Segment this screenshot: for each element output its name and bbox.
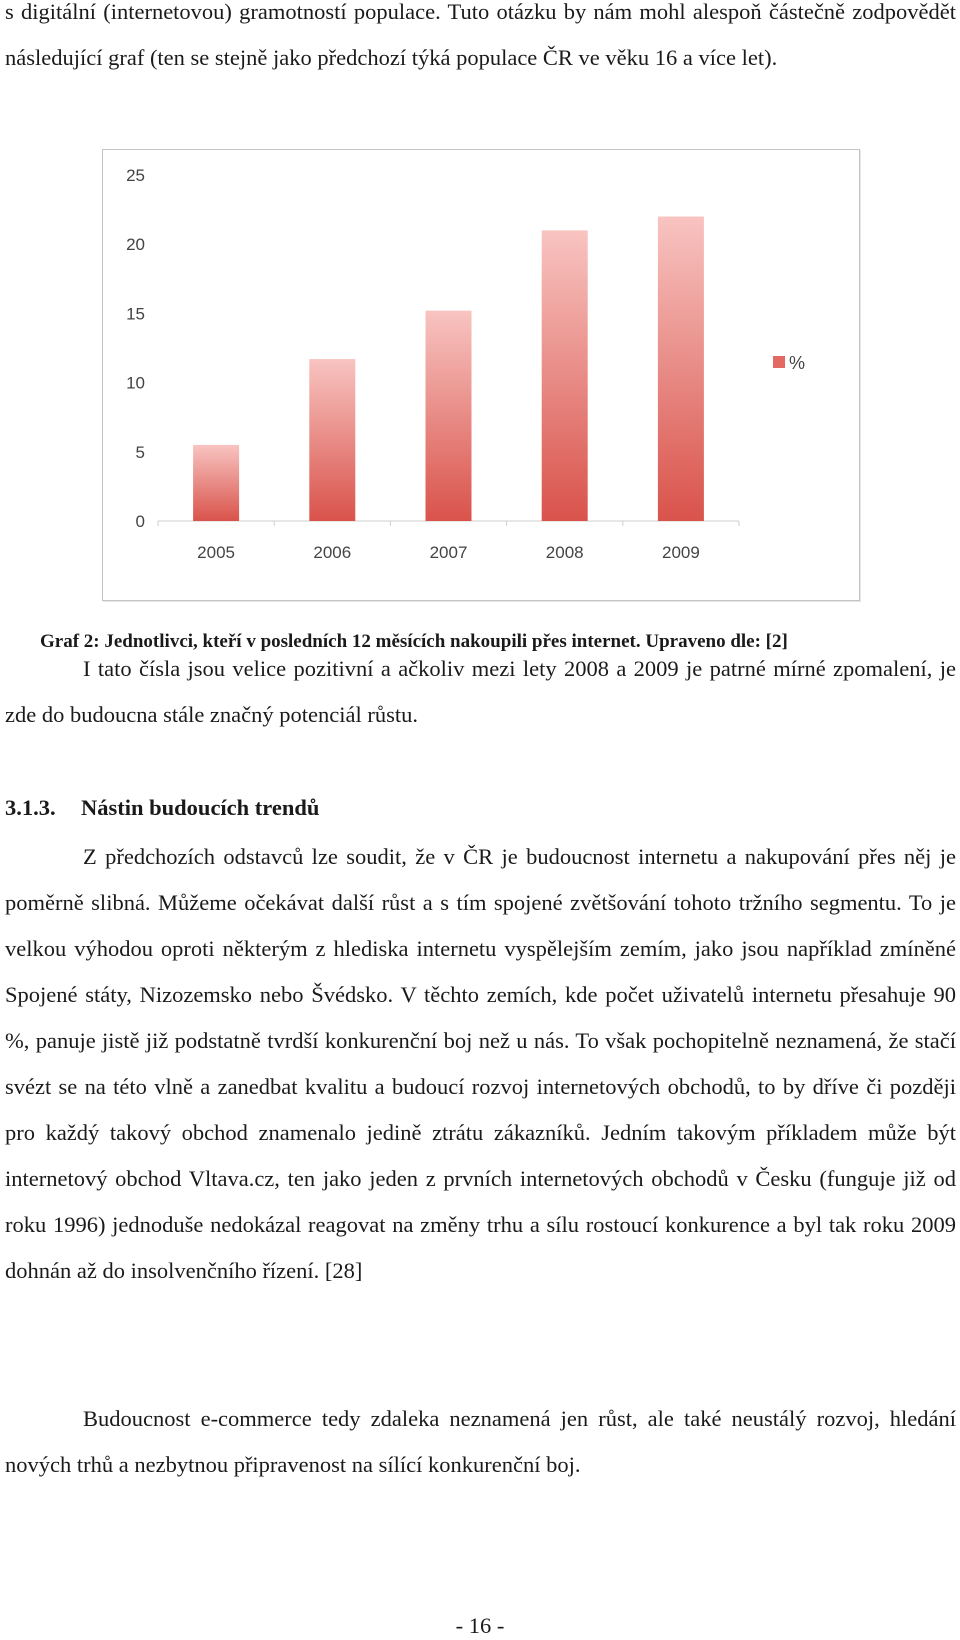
y-tick-label: 10 — [126, 373, 145, 393]
x-tick-label: 2006 — [313, 543, 352, 562]
legend-swatch — [773, 356, 785, 368]
bar-chart — [102, 149, 860, 601]
x-tick-label: 2007 — [429, 543, 468, 562]
bar-series — [193, 217, 704, 521]
chart-canvas — [103, 150, 859, 600]
x-tick-label: 2009 — [661, 543, 700, 562]
bar-2009 — [658, 217, 704, 521]
x-tick-label: 2008 — [545, 543, 584, 562]
chart-caption: Graf 2: Jednotlivci, kteří v posledních 12 měsících nakoupili přes internet. Upraveno dle: [2] — [40, 631, 788, 652]
paragraph-after-chart: I tato čísla jsou velice pozitivní a ačkoliv mezi lety 2008 a 2009 je patrné mírné zpomalení, je zde do budoucna stále značný potenciál růstu. — [5, 656, 956, 727]
section-title: Nástin budoucích trendů — [81, 795, 320, 820]
y-tick-label: 5 — [135, 442, 145, 462]
chart-legend — [773, 353, 805, 373]
section-number: 3.1.3. — [5, 795, 56, 820]
y-tick-label: 25 — [126, 166, 145, 185]
x-tick-label: 2005 — [197, 543, 236, 562]
y-tick-label: 15 — [126, 304, 145, 324]
intro-paragraph: s digitální (internetovou) gramotností populace. Tuto otázku by nám mohl alespoň částečně zodpovědět následující graf (ten se stejně jako předchozí týká populace ČR ve věku 16 a více let). — [5, 0, 956, 70]
x-axis — [158, 521, 739, 562]
section-heading — [5, 794, 319, 822]
legend-label: % — [789, 353, 806, 373]
bar-2006 — [309, 359, 355, 521]
page-number: - 16 - — [455, 1613, 505, 1638]
paragraph-trends: Z předchozích odstavců lze soudit, že v ČR je budoucnost internetu a nakupování přes něj je poměrně slibná. Můžeme očekávat další růst a s tím spojené zvětšování tohoto tržního segmentu. To je velkou výhodou oproti některým z hlediska internetu vyspělejším zemím, jako jsou například zmíněné Spojené státy, Nizozemsko nebo Švédsko. V těchto zemích, kde počet uživatelů internetu přesahuje 90 %, panuje jistě již podstatně tvrdší konkurenční boj než u nás. To však pochopitelně neznamená, že stačí svézt se na této vlně a zanedbat kvalitu a budoucí rozvoj internetových obchodů, to by dříve či později pro každý takový obchod znamenalo jedině ztrátu zákazníků. Jedním takovým příkladem může být internetový obchod Vltava.cz, ten jako jeden z prvních internetových obchodů v Česku (funguje již od roku 1996) jednoduše nedokázal reagovat na změny trhu a sílu rostoucí konkurence a byl tak roku 2009 dohnán až do insolvenčního řízení. [28] — [5, 844, 956, 1283]
y-tick-label: 0 — [135, 512, 145, 531]
y-tick-label: 20 — [126, 235, 145, 255]
bar-2005 — [193, 445, 239, 521]
bar-2008 — [542, 230, 588, 521]
paragraph-final: Budoucnost e-commerce tedy zdaleka neznamená jen růst, ale také neustálý rozvoj, hledání nových trhů a nezbytnou připravenost na sílící konkurenční boj. — [5, 1406, 956, 1477]
bar-2007 — [426, 311, 472, 521]
